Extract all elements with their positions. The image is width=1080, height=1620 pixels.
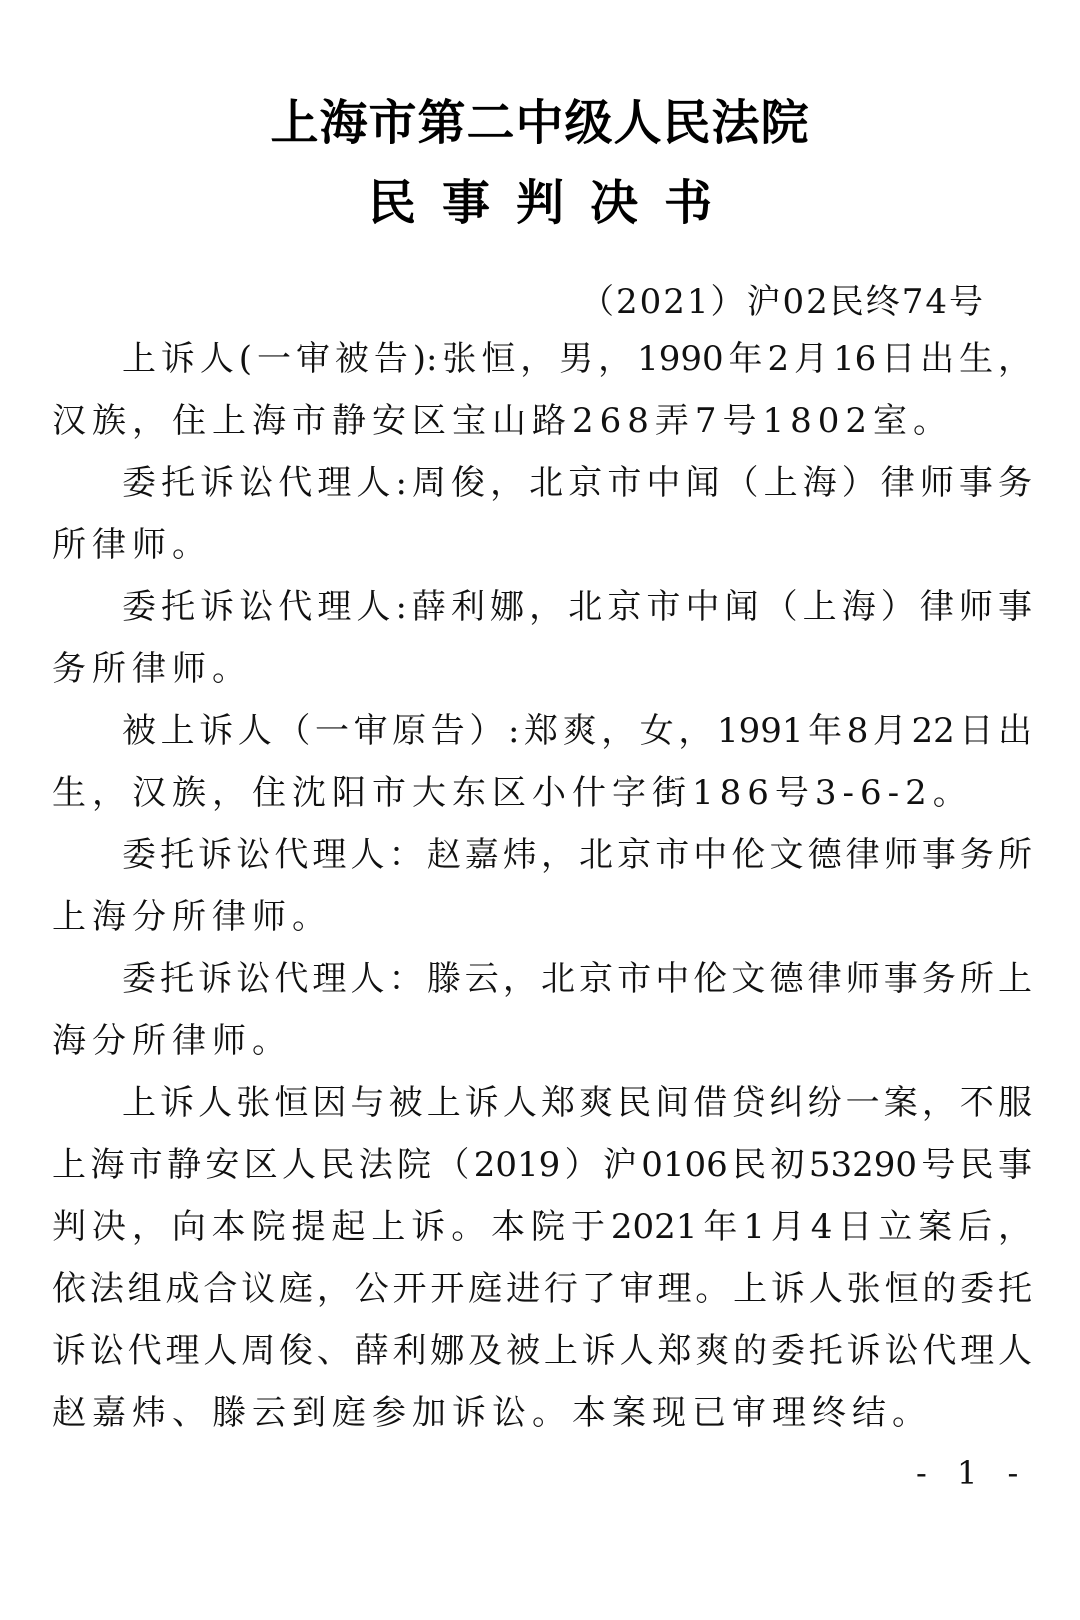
- paragraph-line: 上诉人张恒因与被上诉人郑爽民间借贷纠纷一案，不服: [122, 1083, 1032, 1123]
- paragraph-line: 上海分所律师。: [52, 897, 332, 937]
- paragraph-line: 依法组成合议庭，公开开庭进行了审理。上诉人张恒的委托: [52, 1269, 1032, 1309]
- party-appellant-agent-2: [52, 576, 1032, 700]
- court-name-heading: 上海市第二中级人民法院: [270, 95, 810, 151]
- paragraph-line: 海分所律师。: [52, 1021, 292, 1061]
- paragraph-line: 汉族，住上海市静安区宝山路268弄7号1802室。: [52, 401, 954, 441]
- paragraph-line: 所律师。: [52, 525, 212, 565]
- party-appellant: [52, 328, 1032, 452]
- document-type-heading: 民事判决书: [367, 175, 738, 231]
- paragraph-line: 委托诉讼代理人:周俊，北京市中闻（上海）律师事务: [122, 463, 1032, 503]
- paragraph-line: 生，汉族，住沈阳市大东区小什字街186号3-6-2。: [52, 773, 973, 813]
- party-appellee-agent-2: [52, 948, 1032, 1072]
- case-summary-paragraph: [52, 1072, 1032, 1444]
- paragraph-line: 被上诉人（一审原告）:郑爽，女，1991年8月22日出: [122, 711, 1032, 751]
- paragraph-line: 判决，向本院提起上诉。本院于2021年1月4日立案后，: [52, 1207, 1032, 1247]
- paragraph-line: 赵嘉炜、滕云到庭参加诉讼。本案现已审理终结。: [52, 1393, 932, 1433]
- paragraph-line: 务所律师。: [52, 649, 252, 689]
- paragraph-line: 委托诉讼代理人：滕云，北京市中伦文德律师事务所上: [122, 959, 1032, 999]
- paragraph-line: 上海市静安区人民法院（2019）沪0106民初53290号民事: [52, 1145, 1032, 1185]
- party-appellee-agent-1: [52, 824, 1032, 948]
- party-appellee: [52, 700, 1032, 824]
- paragraph-line: 诉讼代理人周俊、薛利娜及被上诉人郑爽的委托诉讼代理人: [52, 1331, 1032, 1371]
- paragraph-line: 上诉人(一审被告):张恒，男，1990年2月16日出生，: [122, 339, 1032, 379]
- paragraph-line: 委托诉讼代理人:薛利娜，北京市中闻（上海）律师事: [122, 587, 1032, 627]
- paragraph-line: 委托诉讼代理人：赵嘉炜，北京市中伦文德律师事务所: [122, 835, 1032, 875]
- party-appellant-agent-1: [52, 452, 1032, 576]
- judgment-body: [52, 328, 1032, 1444]
- case-number: （2021）沪02民终74号: [580, 282, 986, 322]
- page-number: - 1 -: [916, 1454, 1029, 1492]
